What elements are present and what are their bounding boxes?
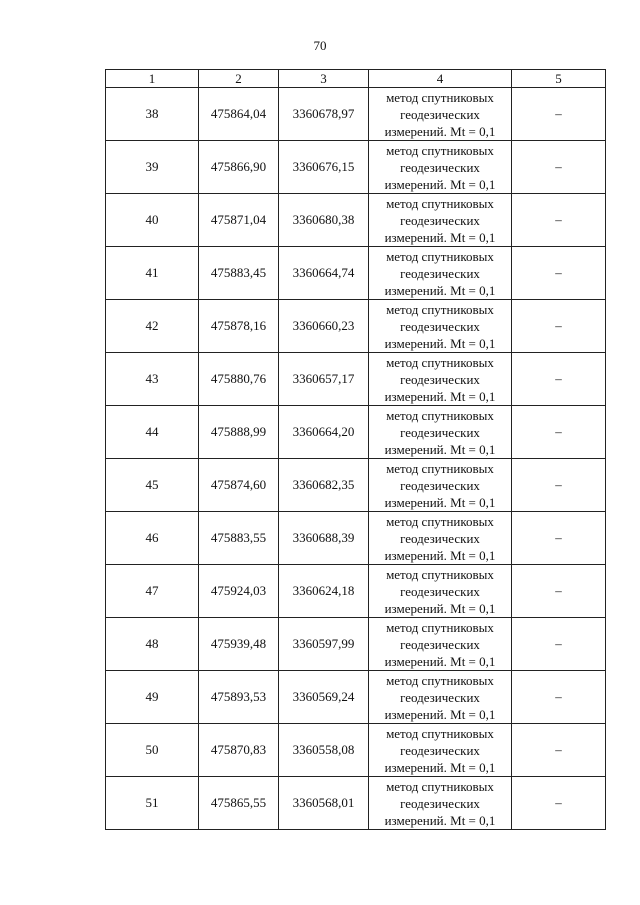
method-line: геодезических	[400, 371, 480, 387]
y-coordinate-cell: 3360678,97	[279, 88, 369, 141]
y-coordinate-cell: 3360680,38	[279, 194, 369, 247]
column-5-cell: –	[512, 194, 606, 247]
table-row	[106, 777, 606, 830]
table-row	[106, 247, 606, 300]
x-coordinate-cell: 475883,45	[199, 247, 279, 300]
table-body	[106, 88, 606, 830]
table-row	[106, 671, 606, 724]
method-line: геодезических	[400, 477, 480, 493]
method-line: метод спутниковых	[386, 248, 494, 264]
method-cell	[369, 88, 512, 141]
method-line: измерений. Mt = 0,1	[384, 176, 496, 192]
method-line: измерений. Mt = 0,1	[384, 388, 496, 404]
point-number-cell: 46	[106, 512, 199, 565]
method-line: метод спутниковых	[386, 89, 494, 105]
method-line: метод спутниковых	[386, 513, 494, 529]
method-line: геодезических	[400, 318, 480, 334]
method-cell	[369, 300, 512, 353]
x-coordinate-cell: 475878,16	[199, 300, 279, 353]
point-number-cell: 51	[106, 777, 199, 830]
method-line: геодезических	[400, 265, 480, 281]
page-number: 70	[313, 38, 327, 53]
point-number-cell: 48	[106, 618, 199, 671]
method-line: геодезических	[400, 424, 480, 440]
coordinates-table	[105, 69, 606, 830]
column-5-cell: –	[512, 724, 606, 777]
point-number-cell: 49	[106, 671, 199, 724]
point-number-cell: 44	[106, 406, 199, 459]
method-cell	[369, 777, 512, 830]
method-line: геодезических	[400, 212, 480, 228]
method-line: геодезических	[400, 636, 480, 652]
method-line: измерений. Mt = 0,1	[384, 706, 496, 722]
table-row	[106, 724, 606, 777]
column-5-cell: –	[512, 141, 606, 194]
table-row	[106, 406, 606, 459]
method-cell	[369, 459, 512, 512]
point-number-cell: 41	[106, 247, 199, 300]
point-number-cell: 42	[106, 300, 199, 353]
method-line: метод спутниковых	[386, 407, 494, 423]
method-line: метод спутниковых	[386, 778, 494, 794]
method-line: метод спутниковых	[386, 354, 494, 370]
table-row	[106, 300, 606, 353]
method-line: измерений. Mt = 0,1	[384, 759, 496, 775]
method-cell	[369, 247, 512, 300]
x-coordinate-cell: 475880,76	[199, 353, 279, 406]
point-number-cell: 47	[106, 565, 199, 618]
method-line: метод спутниковых	[386, 460, 494, 476]
y-coordinate-cell: 3360558,08	[279, 724, 369, 777]
method-line: метод спутниковых	[386, 672, 494, 688]
method-line: геодезических	[400, 742, 480, 758]
point-number-cell: 50	[106, 724, 199, 777]
table-row	[106, 512, 606, 565]
method-line: измерений. Mt = 0,1	[384, 547, 496, 563]
method-line: измерений. Mt = 0,1	[384, 600, 496, 616]
y-coordinate-cell: 3360624,18	[279, 565, 369, 618]
table-row	[106, 565, 606, 618]
y-coordinate-cell: 3360660,23	[279, 300, 369, 353]
column-header-2: 2	[199, 70, 279, 88]
method-cell	[369, 141, 512, 194]
method-line: измерений. Mt = 0,1	[384, 335, 496, 351]
method-cell	[369, 406, 512, 459]
table-row	[106, 141, 606, 194]
method-line: геодезических	[400, 159, 480, 175]
method-line: измерений. Mt = 0,1	[384, 282, 496, 298]
method-line: геодезических	[400, 530, 480, 546]
y-coordinate-cell: 3360676,15	[279, 141, 369, 194]
method-cell	[369, 671, 512, 724]
y-coordinate-cell: 3360664,20	[279, 406, 369, 459]
method-line: метод спутниковых	[386, 566, 494, 582]
method-cell	[369, 353, 512, 406]
x-coordinate-cell: 475893,53	[199, 671, 279, 724]
x-coordinate-cell: 475939,48	[199, 618, 279, 671]
column-5-cell: –	[512, 459, 606, 512]
method-line: измерений. Mt = 0,1	[384, 494, 496, 510]
y-coordinate-cell: 3360688,39	[279, 512, 369, 565]
method-cell	[369, 618, 512, 671]
method-line: измерений. Mt = 0,1	[384, 441, 496, 457]
column-5-cell: –	[512, 300, 606, 353]
column-5-cell: –	[512, 565, 606, 618]
x-coordinate-cell: 475924,03	[199, 565, 279, 618]
method-line: измерений. Mt = 0,1	[384, 229, 496, 245]
y-coordinate-cell: 3360657,17	[279, 353, 369, 406]
point-number-cell: 39	[106, 141, 199, 194]
y-coordinate-cell: 3360569,24	[279, 671, 369, 724]
method-line: метод спутниковых	[386, 301, 494, 317]
point-number-cell: 40	[106, 194, 199, 247]
table-row	[106, 459, 606, 512]
column-5-cell: –	[512, 777, 606, 830]
method-cell	[369, 194, 512, 247]
y-coordinate-cell: 3360682,35	[279, 459, 369, 512]
method-line: измерений. Mt = 0,1	[384, 653, 496, 669]
x-coordinate-cell: 475874,60	[199, 459, 279, 512]
column-5-cell: –	[512, 247, 606, 300]
method-line: измерений. Mt = 0,1	[384, 123, 496, 139]
x-coordinate-cell: 475864,04	[199, 88, 279, 141]
table-row	[106, 618, 606, 671]
x-coordinate-cell: 475866,90	[199, 141, 279, 194]
method-line: метод спутниковых	[386, 142, 494, 158]
column-header-3: 3	[279, 70, 369, 88]
x-coordinate-cell: 475871,04	[199, 194, 279, 247]
y-coordinate-cell: 3360597,99	[279, 618, 369, 671]
method-line: геодезических	[400, 795, 480, 811]
column-5-cell: –	[512, 671, 606, 724]
table-row	[106, 88, 606, 141]
table-row	[106, 353, 606, 406]
column-header-5: 5	[512, 70, 606, 88]
column-5-cell: –	[512, 406, 606, 459]
method-line: метод спутниковых	[386, 195, 494, 211]
column-header-1: 1	[106, 70, 199, 88]
header-row	[106, 70, 606, 88]
method-line: геодезических	[400, 583, 480, 599]
table-row	[106, 194, 606, 247]
column-header-4: 4	[369, 70, 512, 88]
method-line: измерений. Mt = 0,1	[384, 812, 496, 828]
y-coordinate-cell: 3360568,01	[279, 777, 369, 830]
method-line: геодезических	[400, 689, 480, 705]
method-cell	[369, 565, 512, 618]
point-number-cell: 43	[106, 353, 199, 406]
method-cell	[369, 724, 512, 777]
x-coordinate-cell: 475865,55	[199, 777, 279, 830]
method-line: геодезических	[400, 106, 480, 122]
x-coordinate-cell: 475888,99	[199, 406, 279, 459]
method-cell	[369, 512, 512, 565]
method-line: метод спутниковых	[386, 725, 494, 741]
column-5-cell: –	[512, 88, 606, 141]
column-5-cell: –	[512, 512, 606, 565]
y-coordinate-cell: 3360664,74	[279, 247, 369, 300]
method-line: метод спутниковых	[386, 619, 494, 635]
table-header	[106, 70, 606, 88]
point-number-cell: 45	[106, 459, 199, 512]
point-number-cell: 38	[106, 88, 199, 141]
x-coordinate-cell: 475870,83	[199, 724, 279, 777]
column-5-cell: –	[512, 618, 606, 671]
column-5-cell: –	[512, 353, 606, 406]
x-coordinate-cell: 475883,55	[199, 512, 279, 565]
